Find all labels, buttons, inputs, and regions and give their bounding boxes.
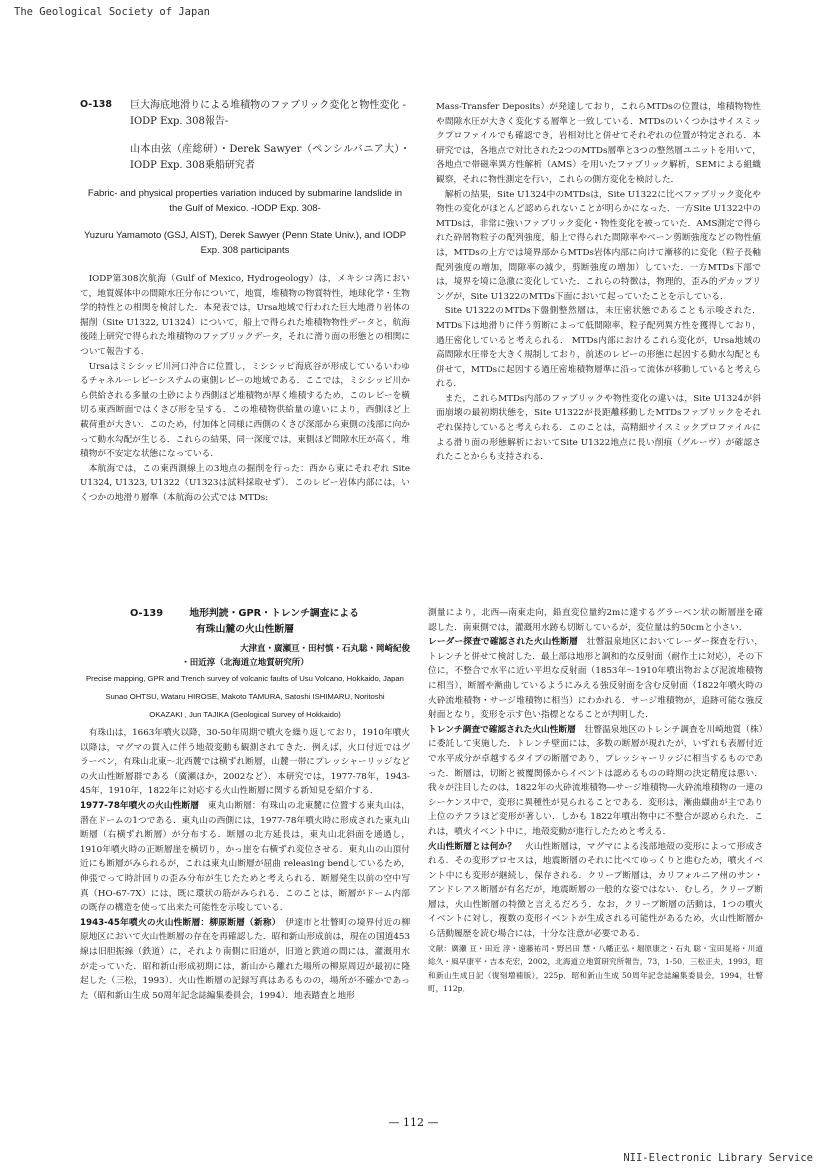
section-body: 東丸山断層：有珠山の北東麓に位置する東丸山は，潜在ドームの1つである．東丸山の西側には，1977-78年噴火時に形成された東丸山断層（右横ずれ断層）が分布する．断層の北方延長は，東丸山北斜面を通過し，1910年噴火時の正断層崖を横切り，かっ崖を右横ずれ変位させる．東丸山の山頂付近にも断層がみられるが，これは東丸山断層が屈曲 releasing bendしているため，伸張でって時計回りの歪み分布が生じたためと考えられる．断層発生以前の空中写真（HO-67-7X）には，既に環状の筋がみられる．このことは，断層がドーム内部の既存の構造を使って出来た可能性を示唆している． bbox=[80, 800, 411, 914]
authors-japanese: 山本由弦（産総研）・Derek Sawyer（ペンシルバニア大）・IODP Exp. 308乗船研究者 bbox=[130, 144, 410, 171]
abstract-o139-left-column bbox=[80, 606, 410, 1003]
authors-japanese-line2: ・田近淳（北海道立地質研究所） bbox=[181, 658, 309, 668]
section-body: 火山性断層は，マグマによる浅部地殻の変形によって形成される．その変形プロセスは，地震断層のそれに比べてゆっくりと進むため，噴火イベント中にも変形が継続し，保存される．クリープ断層は，カリフォルニア州のサン・アンドレアス断層が有名だが，地震断層の一般的な姿ではない．むしろ，クリープ断層は，火山性断層の特徴と言えるだろう．なお，クリープ断層の活動は，1つの噴火イベントに対し，複数の変形イベントが生成される可能性があるため，火山性断層から活動履歴を読む場合には，十分な注意が必要である． bbox=[428, 841, 764, 940]
body-paragraph: 測量により，北西―南東走向，鉛直変位量約2mに達するグラーベン状の断層崖を確認した．南東側では，灌漑用水跡も切断しているが，変位量は約50cmと小さい． bbox=[428, 608, 763, 633]
abstract-o139-right-column bbox=[428, 606, 763, 996]
abstract-o138-left-column bbox=[80, 98, 410, 506]
page-number: — 112 — bbox=[388, 1116, 439, 1129]
body-paragraph: 本航海では，この東西測線上の3地点の掘削を行った：西から東にそれぞれ Site U1324, U1323, U1322（U1323は試料採取せず）．このレビー岩体内部には，いくつかの地滑り層準（本航海の公式では MTDs: bbox=[80, 463, 410, 503]
section-paragraph bbox=[428, 723, 763, 840]
english-authors-line2: OKAZAKI , Jun TAJIKA (Geological Survey of Hokkaido) bbox=[149, 710, 341, 719]
abstract-title-line2: 有珠山麓の火山性断層 bbox=[196, 624, 294, 635]
section-paragraph bbox=[428, 840, 763, 942]
body-paragraph: 有珠山は，1663年噴火以降，30-50年周期で噴火を繰り返しており，1910年噴火以降は，マグマの貫入に伴う地殻変動も観測されてきた．例えば，火口付近ではグラーベン，有珠山北東～北西麓では横ずれ断層，山麓一帯にプレッシャーリッジなどの火山性断層群である（廣瀬ほか，2002など）．本研究では，1977-78年，1943-45年，1910年，1822年に対応する火山性断層に関する新知見を紹介する． bbox=[80, 728, 410, 797]
section-paragraph bbox=[80, 799, 410, 916]
english-authors: Yuzuru Yamamoto (GSJ, AIST), Derek Sawyer (Penn State Univ.), and IODP Exp. 308 participants bbox=[83, 230, 407, 256]
section-paragraph bbox=[428, 635, 763, 723]
abstract-id: O-138 bbox=[80, 99, 113, 110]
abstract-o138-right-column bbox=[436, 100, 761, 465]
abstract-id: O-139 bbox=[130, 608, 164, 619]
section-heading: 1977-78年噴火の火山性断層 bbox=[80, 800, 200, 811]
english-title: Fabric- and physical properties variation induced by submarine landslide in the Gulf of Mexico. -IODP Exp. 308- bbox=[87, 188, 403, 214]
body-paragraph: Ursaはミシシッピ川河口沖合に位置し，ミシシッピ海底谷が形成しているいわゆるチャネルーレビーシステムの東側レビーの地域である．ここでは，ミシシッピ川から供給される多量の土砂により西側ほど堆積物が厚く堆積するため，このレビーを横切る東西断面ではくさび形を呈する．この堆積物供給量の違いにより，西側ほど上載荷重が大きい．このため，付加体と同様に西側のくさび深部から東側の浅部に向かって動水勾配が生じる．これらの結果，同一深度では，東側ほど間隙水圧が高く，堆積物が不安定な状態になっている． bbox=[80, 361, 410, 460]
body-paragraph: Mass-Transfer Deposits）が発達しており，これらMTDsの位置は，堆積物物性や間隙水圧が大きく変化する層準と一致している．MTDsのいくつかはサイスミックプロファイルでも確認でき，岩相対比と併せてそれぞれの位置が特定される．本研究では，各地点で対比された2つのMTDs層準と3つの整然層ユニットを用いて，各地点で帯磁率異方性解析（AMS）を用いたファブリック解析，SEMによる組織観察，それに物性測定を行い，これらの側方変化を検討した． bbox=[436, 102, 761, 185]
library-footer: NII-Electronic Library Service bbox=[623, 1152, 813, 1164]
section-paragraph bbox=[80, 916, 410, 1004]
body-paragraph: Site U1322のMTDs下盤側整然層は，未圧密状態であることも示唆された．MTDs下は地滑りに伴う剪断によって低間隙率，粒子配列異方性を獲得しており，過圧密化していると考えられる． MTDs内部におけるこれら変化が，Ursa地域の高間隙水圧帯を大きく規制しており，前述のレビーの形態に起因する動水勾配とも併せて，MTDsに起因する過圧密堆積物層準に沿って流体が移動していると考えられる． bbox=[436, 306, 761, 390]
body-paragraph: IODP第308次航海（Gulf of Mexico, Hydrogeology）は，メキシコ湾において，地質媒体中の間隙水圧分布について，地質，堆積物の物質特性，地球化学・生物学的特性との相関を検討した．本発表では，Ursa地域で行われた巨大地滑り岩体の掘削（Site U1322, U1324）について，船上で得られた堆積物物性データと，航海後陸上研究で得られた堆積物のファブリックデータ，それに滑り面の形態との相関について報告する． bbox=[80, 274, 410, 357]
abstract-o139-heading bbox=[80, 606, 410, 622]
section-body: 伊達市と壮瞥町の境界付近の柳原地区において火山性断層の存在を再確認した．昭和新山形成前は，現在の国道453線は旧胆振線（鉄道）に，それより南側に旧道が，旧道と鉄道の間には，灌漑用水が走っていた．昭和新山形成初期には，新山から離れた場所の柳原周辺が最初に隆起した（三松，1993）．火山性断層の記録写真はあるものの，場所が不確かであった（昭和新山生成 50周年記念誌編集委員会，1994）．地表踏査と地形 bbox=[80, 917, 411, 1001]
section-heading: トレンチ調査で確認された火山性断層 bbox=[428, 724, 576, 735]
abstract-o138-heading bbox=[80, 98, 410, 130]
body-paragraph: また，これらMTDs内部のファブリックや物性変化の違いは，Site U1324が斜面崩壊の最初期状態を，Site U1322が長距離移動したMTDsファブリックをそれぞれ保持していると考えられる．このことは，高精細サイスミックプロファイルによる滑り面の形態解析においてSite U1322地点に長い削痕（グルーヴ）が確認されたことからも支持される． bbox=[436, 393, 761, 463]
english-title: Precise mapping, GPR and Trench survey of volcanic faults of Usu Volcano, Hokkaido, Japan bbox=[86, 674, 404, 683]
english-authors-line1: Sunao OHTSU, Wataru HIROSE, Makoto TAMURA, Satoshi ISHIMARU, Noritoshi bbox=[105, 692, 385, 701]
journal-header: The Geological Society of Japan bbox=[14, 6, 210, 18]
abstract-title-line1: 地形判読・GPR・トレンチ調査による bbox=[189, 608, 359, 619]
section-heading: 1943-45年噴火の火山性断層：柳原断層（新称） bbox=[80, 917, 277, 928]
section-heading: レーダー探査で確認された火山性断層 bbox=[428, 637, 578, 648]
abstract-title: 巨大海底地滑りによる堆積物のファブリック変化と物性変化 -IODP Exp. 308報告- bbox=[130, 100, 406, 127]
references: 文献：廣瀬 亘・田近 淳・遠藤祐司・野呂田 慧・八幡正弘・堀原康之・石丸 聡・宝田晃裕・川道総久・風早康平・吉本充宏，2002，北海道立地質研究所報告，73，1-50．三松正夫，1993，昭和新山生成日記（復刻増補版），225p．昭和新山生成 50周年記念誌編集委員会，1994，壮瞥町，112p． bbox=[428, 943, 763, 994]
section-body: 壮瞥温泉地区のトレンチ調査を川崎地質（株）に委託して実施した．トレンチ壁面には，多数の断層が現れたが，いずれも表層付近で水平成分が卓越するタイプの断層であり，プレッシャーリッジに相当するものであった．断層は，切断と被覆関係からイベントは認めるものの時期の決定精度は悪い．我々が注目したのは，1822年の火砕流堆積物―サージ堆積物―火砕流堆積物の一連のシーケンス中で，変形に異種性が見られることである．変形は，漸曲纈曲が主であり上位のテフラほど変形が著しい．しかも 1822年噴出物中に不整合が認められた．これは，噴火イベント中に，地殻変動が進行したためと考える． bbox=[428, 724, 763, 837]
section-body: 壮瞥温泉地区においてレーダー探査を行い，トレンチと併せて検討した．最上部は地形と調和的な反射面（耐作土に対応），その下位に，不整合で水平に近い平坦な反射面（1853年〜1910年噴出物および泥流堆積物に相当），断層や漸曲しているようにみえる強反射面を含む反射面（1822年噴火時の火砕流堆積物・サージ堆積物に相当）にわかれる．サージ堆積物が，追跡可能な強反射面となり，変形を示す色い指標となることが判明した． bbox=[428, 637, 764, 721]
section-heading: 火山性断層とは何か？ bbox=[428, 841, 517, 852]
body-paragraph: 解析の結果，Site U1324中のMTDsは，Site U1322に比べファブリック変化や物性の変化がほとんど認められないことが明らかになった．一方Site U1322中のMTDsは，非常に強いファブリック変化・物性変化を被っていた．AMS測定で得られた砕屑物粒子の配列強度，船上で得られた間隙率やベーン剪断強度などの物性値は，MTDsの上方では境界部からMTDs岩体内部に向けて漸移的に変化（粒子長軸配列強度の増加，間隙率の減少，剪断強度の増加）していた．一方MTDs下部では，境界を境に急激に変化していた．これらの特徴は，物理的，歪み的デカップリングが，Site U1322のMTDs下面において起っていたことを示している． bbox=[436, 189, 761, 302]
authors-japanese-line1: 大津直・廣瀬亘・田村慎・石丸聡・岡崎紀俊 bbox=[239, 644, 410, 654]
